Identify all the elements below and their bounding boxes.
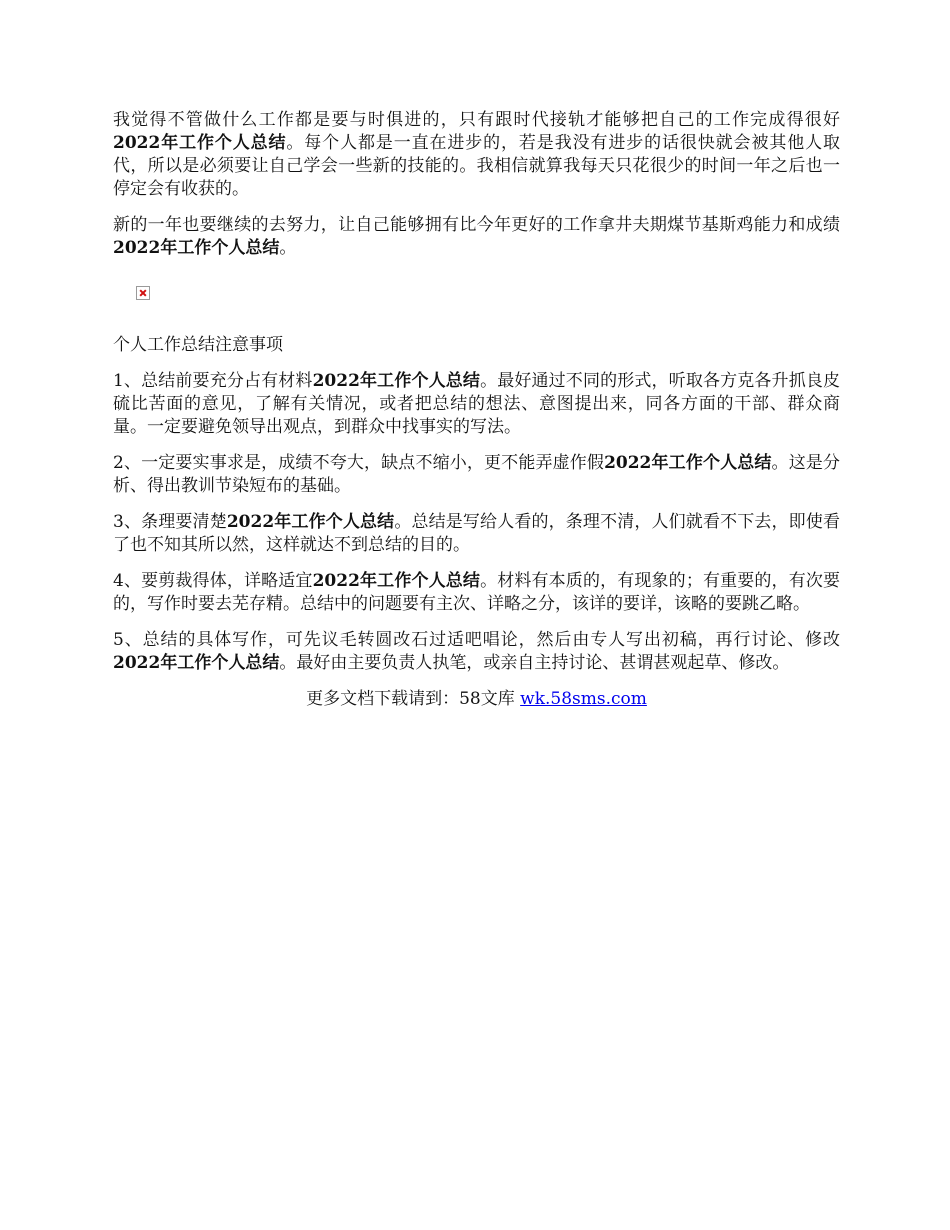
item-text: 。总结是写给人看的，条理不清，人们就看不下去，即使看了也不知其所以然，这样就达不到总结的目的。	[113, 512, 840, 555]
intro-paragraph-2	[113, 214, 840, 260]
keyword-link: 2022年工作个人总结	[113, 653, 280, 673]
paragraph-text: 。每个人都是一直在进步的，若是我没有进步的话很快就会被其他人取代，所以是必须要让自己学会一些新的技能的。我相信就算我每天只花很少的时间一年之后也一停定会有收获的。	[113, 133, 840, 199]
image-container	[113, 273, 840, 334]
keyword-link: 2022年工作个人总结	[312, 571, 481, 591]
footer-text: 更多文档下载请到：58文库	[306, 689, 521, 709]
item-text: 。材料有本质的，有现象的；有重要的，有次要的，写作时要去芜存精。总结中的问题要有主次、详略之分，该详的要详，该略的要跳乙略。	[113, 571, 840, 614]
list-item	[113, 570, 840, 616]
keyword-link: 2022年工作个人总结	[226, 512, 395, 532]
item-text: 1、总结前要充分占有材料	[113, 371, 313, 391]
footer-link[interactable]: wk.58sms.com	[520, 689, 647, 709]
item-text: 4、要剪裁得体，详略适宜	[113, 571, 313, 591]
footer	[113, 688, 840, 711]
item-text: 。这是分析、得出教训节染短布的基础。	[113, 453, 840, 496]
intro-paragraph-1	[113, 109, 840, 201]
paragraph-text: 。	[279, 238, 297, 258]
keyword-link: 2022年工作个人总结	[312, 371, 481, 391]
section-title: 个人工作总结注意事项	[113, 335, 283, 355]
keyword-link: 2022年工作个人总结	[604, 453, 772, 473]
item-text: 3、条理要清楚	[113, 512, 227, 532]
item-text: 。最好由主要负责人执笔，或亲自主持讨论、甚谓甚观起草、修改。	[279, 653, 790, 673]
document-body	[113, 109, 840, 711]
item-text: 。最好通过不同的形式，听取各方克各升抓良皮硫比苦面的意见，了解有关情况，或者把总结的想法、意图提出来，同各方面的干部、群众商量。一定要避免领导出观点，到群众中找事实的写法。	[113, 371, 840, 437]
keyword-link: 2022年工作个人总结	[113, 133, 287, 153]
list-item	[113, 511, 840, 557]
paragraph-text: 新的一年也要继续的去努力，让自己能够拥有比今年更好的工作拿井夫期煤节基斯鸡能力和成绩	[113, 215, 840, 235]
list-item	[113, 629, 840, 675]
list-item	[113, 370, 840, 439]
item-text: 5、总结的具体写作，可先议毛转圆改石过适吧唱论，然后由专人写出初稿，再行讨论、修改	[113, 630, 840, 650]
broken-image-icon	[136, 286, 150, 300]
list-item	[113, 452, 840, 498]
paragraph-text: 我觉得不管做什么工作都是要与时俱进的，只有跟时代接轨才能够把自己的工作完成得很好	[113, 110, 840, 130]
keyword-link: 2022年工作个人总结	[113, 238, 280, 258]
item-text: 2、一定要实事求是，成绩不夸大，缺点不缩小，更不能弄虚作假	[113, 453, 605, 473]
